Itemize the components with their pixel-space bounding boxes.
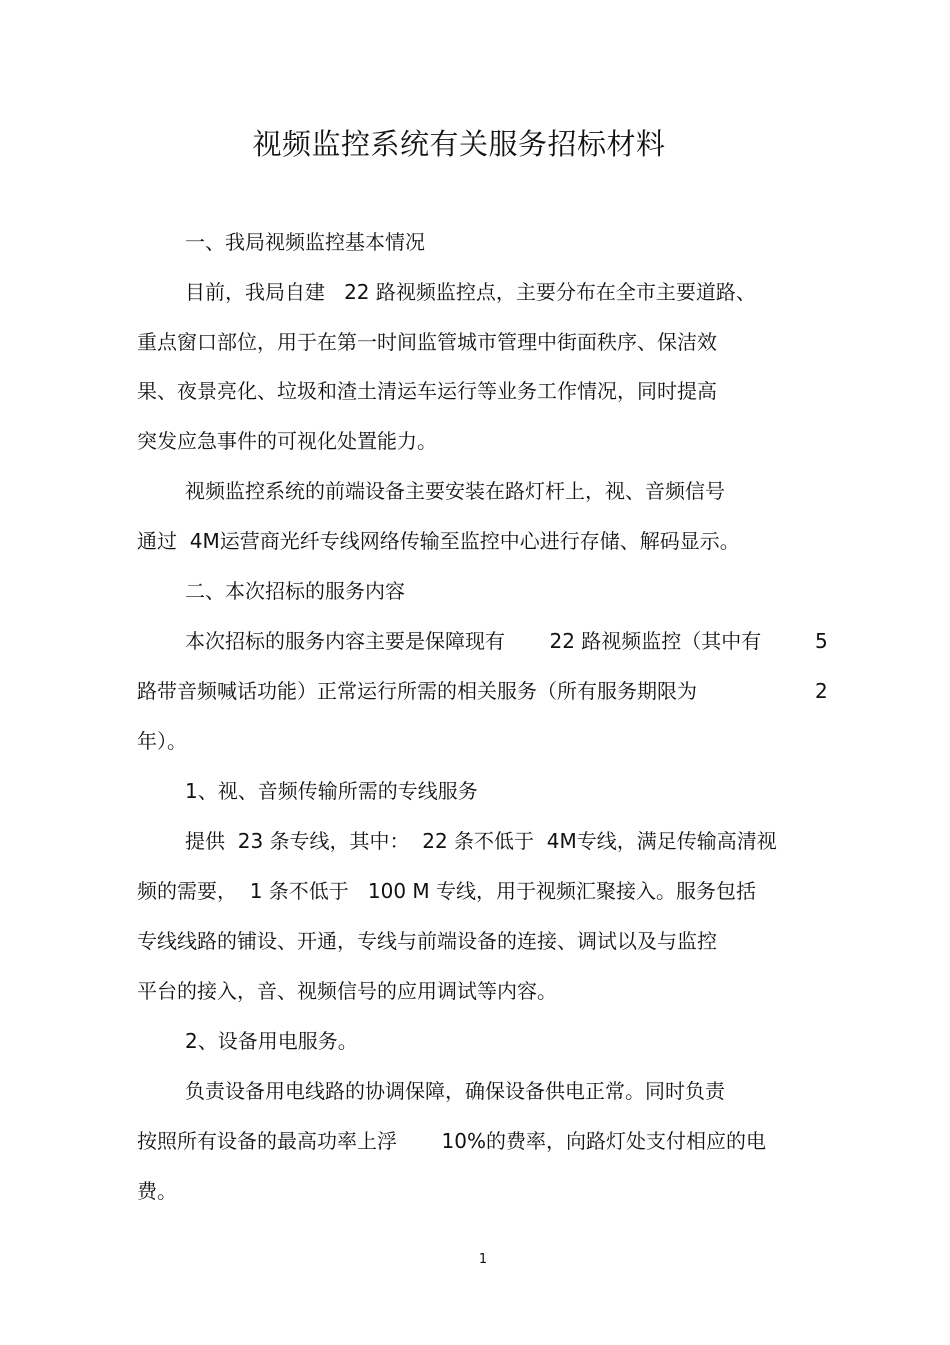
paragraph-line: 提供 23 条专线，其中： 22 条不低于 4M专线，满足传输高清视	[185, 829, 777, 853]
paragraph-line: 突发应急事件的可视化处置能力。	[137, 429, 437, 453]
paragraph-line: 视频监控系统的前端设备主要安装在路灯杆上，视、音频信号	[185, 479, 725, 503]
paragraph-line: 费。	[137, 1179, 177, 1203]
paragraph-line: 通过 4M运营商光纤专线网络传输至监控中心进行存储、解码显示。	[137, 529, 740, 553]
section-2-heading: 二、本次招标的服务内容	[185, 579, 405, 603]
paragraph-line: 年）。	[137, 729, 187, 753]
document-title: 视频监控系统有关服务招标材料	[252, 127, 666, 161]
item-1-heading: 1、视、音频传输所需的专线服务	[185, 779, 478, 803]
paragraph-number: 2	[815, 679, 828, 703]
paragraph-line: 按照所有设备的最高功率上浮 10%的费率，向路灯处支付相应的电	[137, 1129, 766, 1153]
section-1-heading: 一、我局视频监控基本情况	[185, 230, 425, 254]
paragraph-line: 专线线路的铺设、开通，专线与前端设备的连接、调试以及与监控	[137, 929, 717, 953]
paragraph-line: 重点窗口部位，用于在第一时间监管城市管理中街面秩序、保洁效	[137, 330, 717, 354]
paragraph-line: 路带音频喊话功能）正常运行所需的相关服务（所有服务期限为	[137, 679, 697, 703]
page-number: 1	[478, 1252, 488, 1267]
paragraph-line: 平台的接入，音、视频信号的应用调试等内容。	[137, 979, 557, 1003]
paragraph-line: 频的需要， 1 条不低于 100 M 专线，用于视频汇聚接入。服务包括	[137, 879, 757, 903]
paragraph-line: 本次招标的服务内容主要是保障现有 22 路视频监控（其中有	[185, 629, 762, 653]
paragraph-number: 5	[815, 629, 828, 653]
paragraph-line: 负责设备用电线路的协调保障，确保设备供电正常。同时负责	[185, 1079, 725, 1103]
paragraph-line: 果、夜景亮化、垃圾和渣土清运车运行等业务工作情况，同时提高	[137, 379, 717, 403]
paragraph-line: 目前，我局自建 22 路视频监控点，主要分布在全市主要道路、	[185, 280, 756, 304]
item-2-heading: 2、设备用电服务。	[185, 1029, 358, 1053]
